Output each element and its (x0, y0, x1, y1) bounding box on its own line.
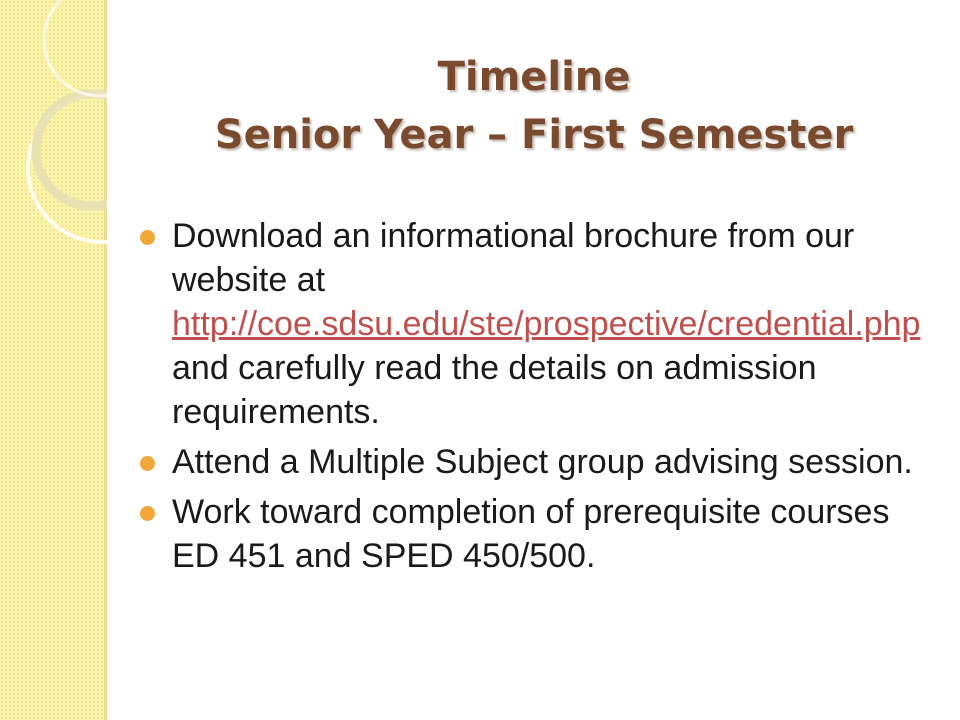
credential-link[interactable]: http://coe.sdsu.edu/ste/prospective/credential.php (172, 305, 921, 343)
bullet-text: Attend a Multiple Subject group advising session. (172, 443, 913, 481)
decorative-circles (0, 0, 107, 720)
title-line-1: Timeline (437, 54, 631, 100)
title-line-2: Senior Year – First Semester (214, 112, 854, 158)
bullet-text-after-link: and carefully read the details on admission requirements. (172, 349, 817, 431)
bullet-dot-icon (140, 456, 155, 471)
bullet-item-prerequisites (146, 490, 916, 578)
bullet-text: Work toward completion of prerequisite courses ED 451 and SPED 450/500. (172, 493, 890, 575)
bullet-dot-icon (140, 506, 155, 521)
bullet-list (146, 214, 921, 584)
bullet-dot-icon (140, 230, 155, 245)
bullet-item-advising (146, 440, 916, 484)
bullet-text-before-link: Download an informational brochure from our website at (172, 217, 855, 299)
slide-title (108, 48, 960, 164)
bullet-item-brochure (146, 214, 921, 434)
